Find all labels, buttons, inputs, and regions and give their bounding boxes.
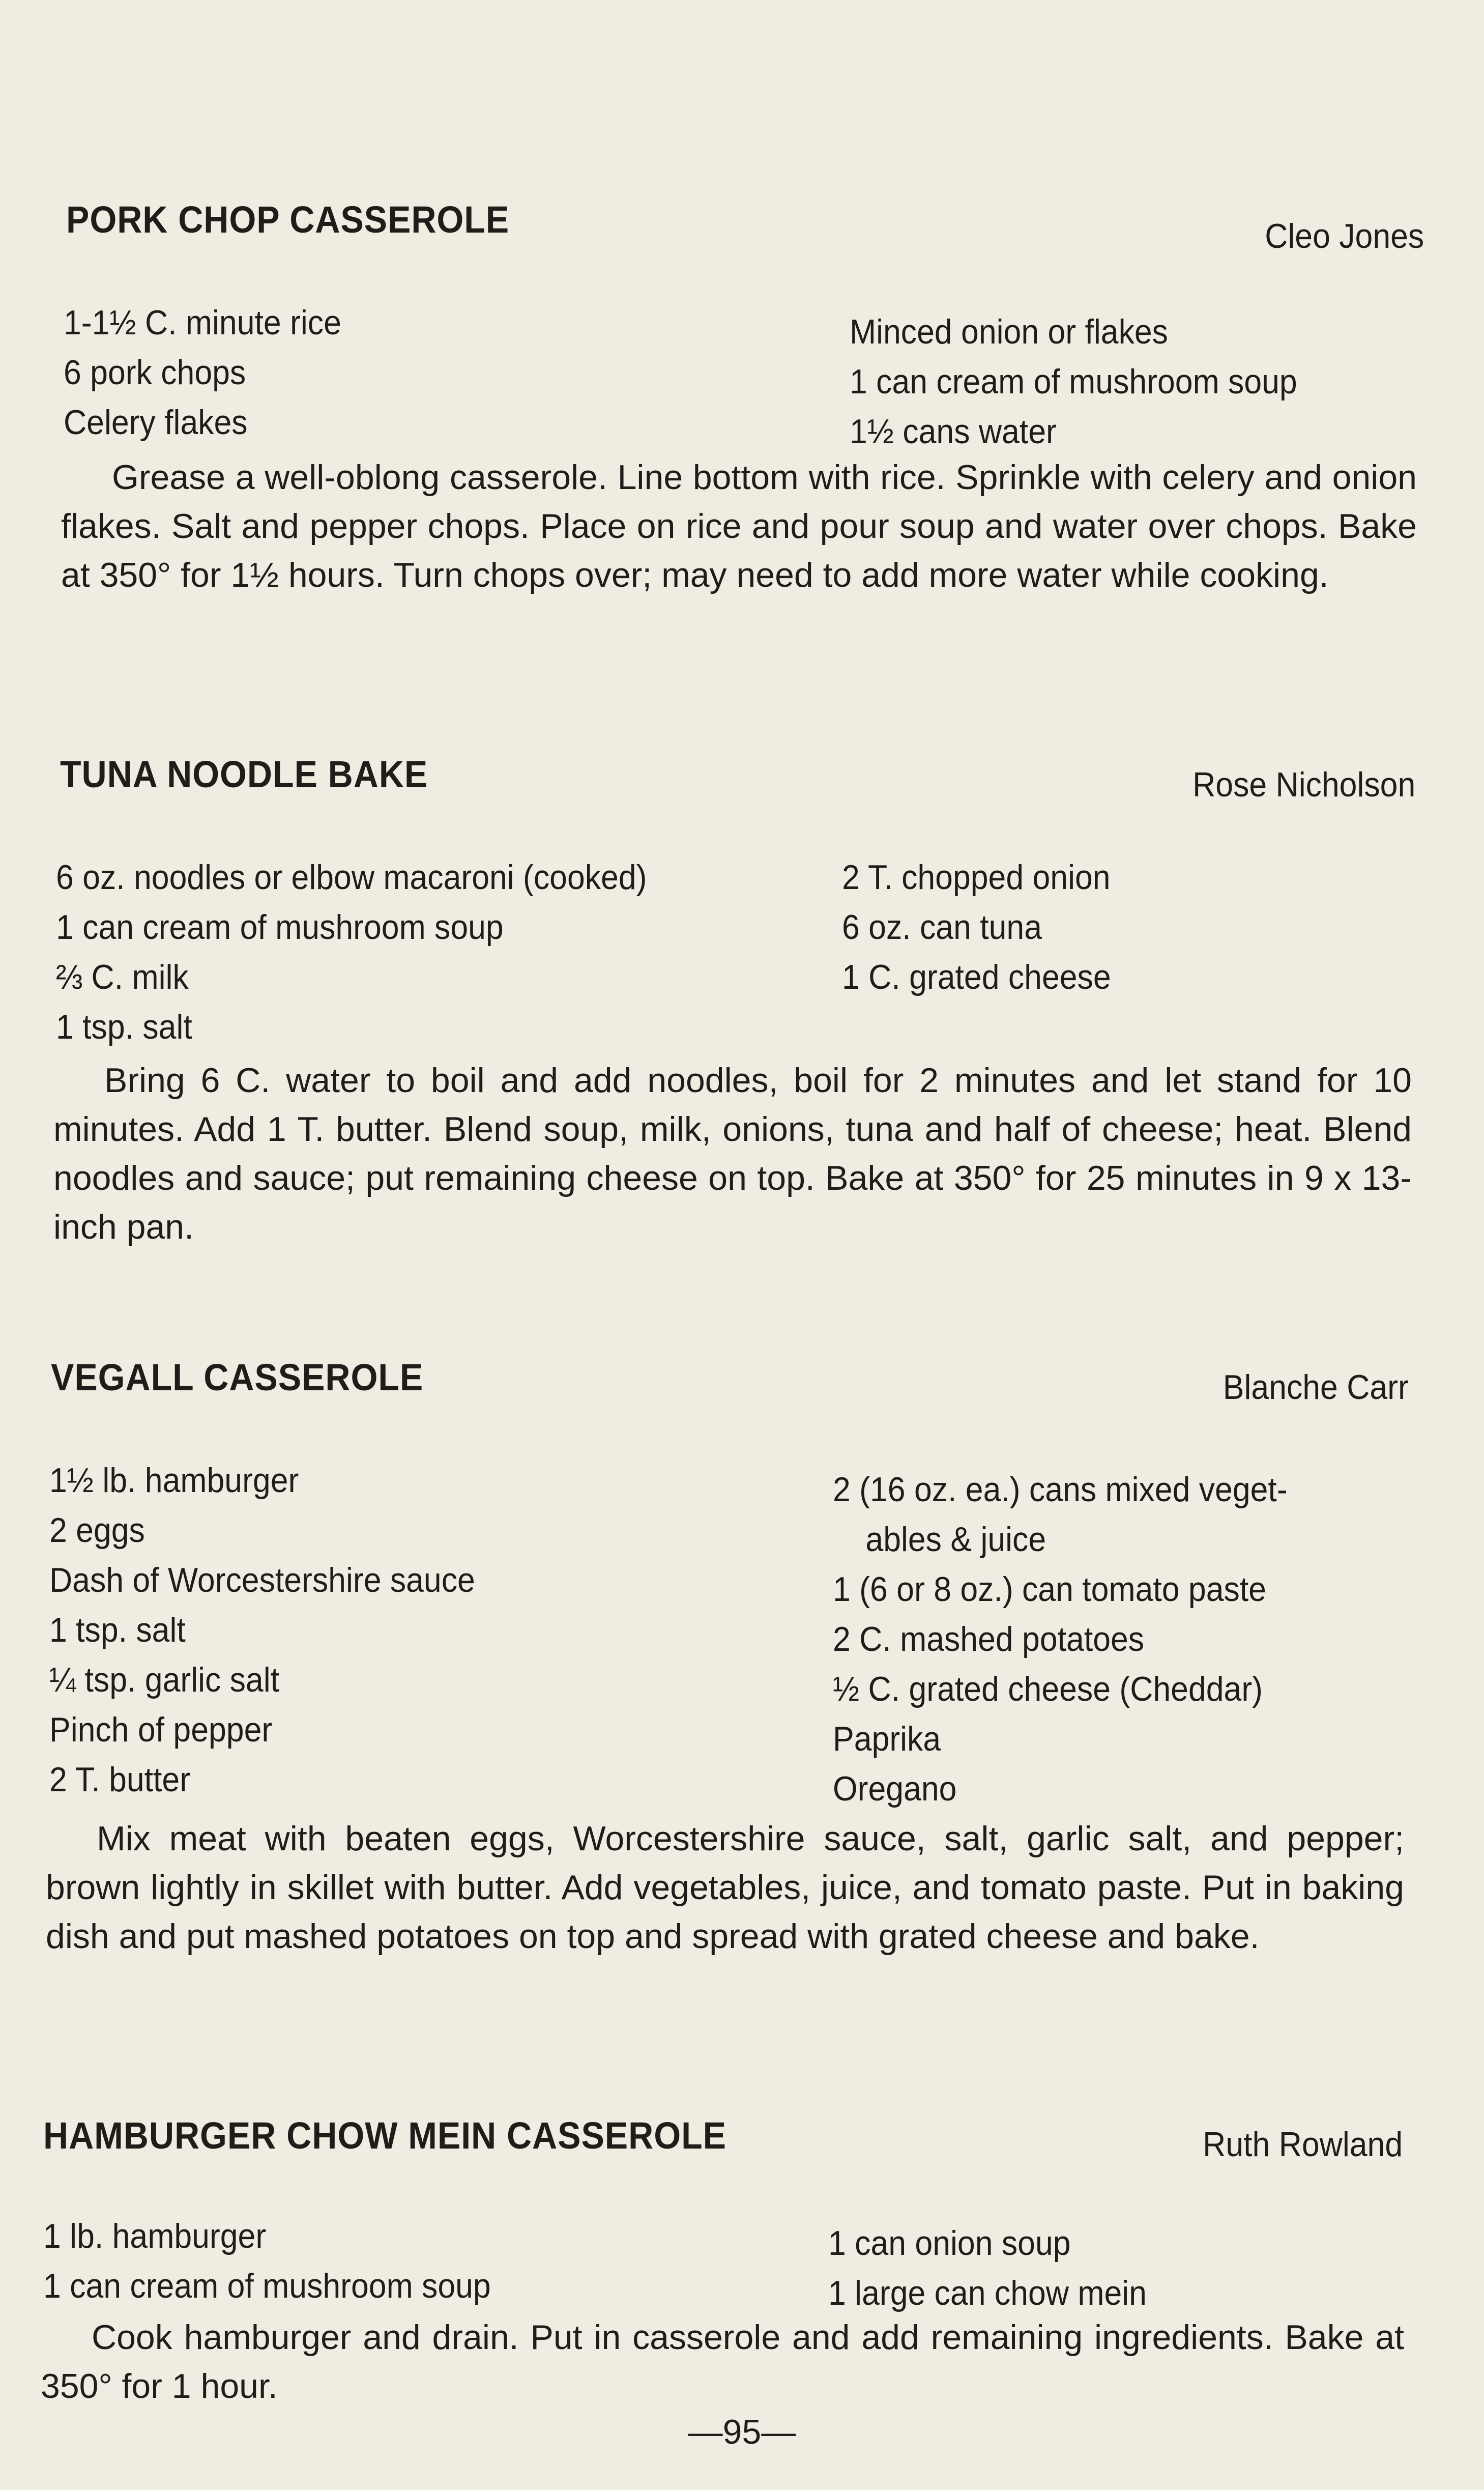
ingredients-right-column <box>842 852 1134 1002</box>
ingredient-item: 1 can onion soup <box>828 2224 1071 2263</box>
ingredient-item: Minced onion or flakes <box>850 312 1168 351</box>
ingredient-item: 1-1½ C. minute rice <box>64 303 341 342</box>
ingredient-item: 6 pork chops <box>64 353 246 392</box>
ingredient-item: 2 T. butter <box>49 1760 191 1799</box>
recipe-author: Ruth Rowland <box>1203 2125 1403 2164</box>
page-number: —95— <box>688 2413 796 2451</box>
ingredient-item: Pinch of pepper <box>49 1710 273 1749</box>
ingredient-list <box>43 2211 1407 2313</box>
ingredient-list <box>64 298 1427 450</box>
ingredient-item: 1½ cans water <box>850 412 1057 451</box>
ingredient-item: Celery flakes <box>64 403 248 442</box>
recipe-title: TUNA NOODLE BAKE <box>60 753 428 795</box>
recipe-title: VEGALL CASSEROLE <box>51 1356 424 1398</box>
recipe-title: PORK CHOP CASSEROLE <box>66 198 510 241</box>
ingredient-item: 2 C. mashed potatoes <box>833 1620 1145 1658</box>
ingredient-item: 2 (16 oz. ea.) cans mixed veget- <box>833 1470 1288 1509</box>
recipe-author: Cleo Jones <box>1265 217 1424 255</box>
ingredients-right-column <box>828 2218 1174 2318</box>
ingredient-item: ½ C. grated cheese (Cheddar) <box>833 1670 1263 1708</box>
recipe-instructions: Grease a well-oblong casserole. Line bottom with rice. Sprinkle with celery and onion flakes. Salt and pepper chops. Place on rice and pour soup and water over chops. Bake at 350° for 1½ hours. Turn chops over; may need to add more water while cooking. <box>61 458 1417 594</box>
ingredient-item: 6 oz. can tuna <box>842 908 1042 947</box>
ingredient-item: 1 C. grated cheese <box>842 958 1111 996</box>
ingredients-right-column <box>850 307 1336 456</box>
recipe-title: HAMBURGER CHOW MEIN CASSEROLE <box>43 2114 726 2157</box>
ingredients-left-column <box>56 852 698 1052</box>
recipe-instructions: Cook hamburger and drain. Put in casserole and add remaining ingredients. Bake at 350° for 1 hour. <box>41 2318 1404 2406</box>
ingredient-item: 1 large can chow mein <box>828 2274 1147 2312</box>
ingredient-item: 1 tsp. salt <box>56 1008 192 1046</box>
ingredient-item: 1 can cream of mushroom soup <box>850 362 1297 401</box>
ingredient-item: Oregano <box>833 1769 957 1808</box>
ingredient-item: ¼ tsp. garlic salt <box>49 1661 280 1699</box>
ingredient-item: 1 (6 or 8 oz.) can tomato paste <box>833 1570 1266 1609</box>
ingredient-item: Paprika <box>833 1720 941 1758</box>
ingredients-left-column <box>49 1455 512 1805</box>
ingredient-item: 1 tsp. salt <box>49 1611 186 1649</box>
ingredient-item: 2 eggs <box>49 1511 145 1550</box>
recipe-instructions: Mix meat with beaten eggs, Worcestershire sauce, salt, garlic salt, and pepper; brown lightly in skillet with butter. Add vegetables, juice, and tomato paste. Put in baking dish and put mashed potatoes on top and spread with grated cheese and bake. <box>46 1819 1404 1956</box>
ingredient-item: 6 oz. noodles or elbow macaroni (cooked) <box>56 858 647 897</box>
ingredient-item: 1 can cream of mushroom soup <box>43 2267 491 2305</box>
ingredient-list <box>49 1455 1413 1812</box>
recipe-author: Rose Nicholson <box>1192 765 1415 804</box>
ingredient-item: 1 can cream of mushroom soup <box>56 908 504 947</box>
ingredient-item: 1 lb. hamburger <box>43 2217 267 2255</box>
ingredients-left-column <box>43 2211 530 2311</box>
recipe-author: Blanche Carr <box>1223 1368 1409 1407</box>
ingredients-right-column <box>833 1465 1327 1814</box>
ingredient-item: Dash of Worcestershire sauce <box>49 1561 475 1599</box>
ingredient-item: 2 T. chopped onion <box>842 858 1111 897</box>
ingredient-item-continuation: ables & juice <box>865 1520 1046 1559</box>
ingredient-list <box>56 852 1419 1056</box>
ingredient-item: 1½ lb. hamburger <box>49 1461 299 1500</box>
ingredient-item: ⅔ C. milk <box>56 958 189 996</box>
ingredients-left-column <box>64 298 365 447</box>
recipe-instructions: Bring 6 C. water to boil and add noodles, boil for 2 minutes and let stand for 10 minutes. Add 1 T. butter. Blend soup, milk, onions, tuna and half of cheese; heat. Blend noodles and sauce; put remaining cheese on top. Bake at 350° for 25 minutes in 9 x 13-inch pan. <box>53 1061 1412 1246</box>
